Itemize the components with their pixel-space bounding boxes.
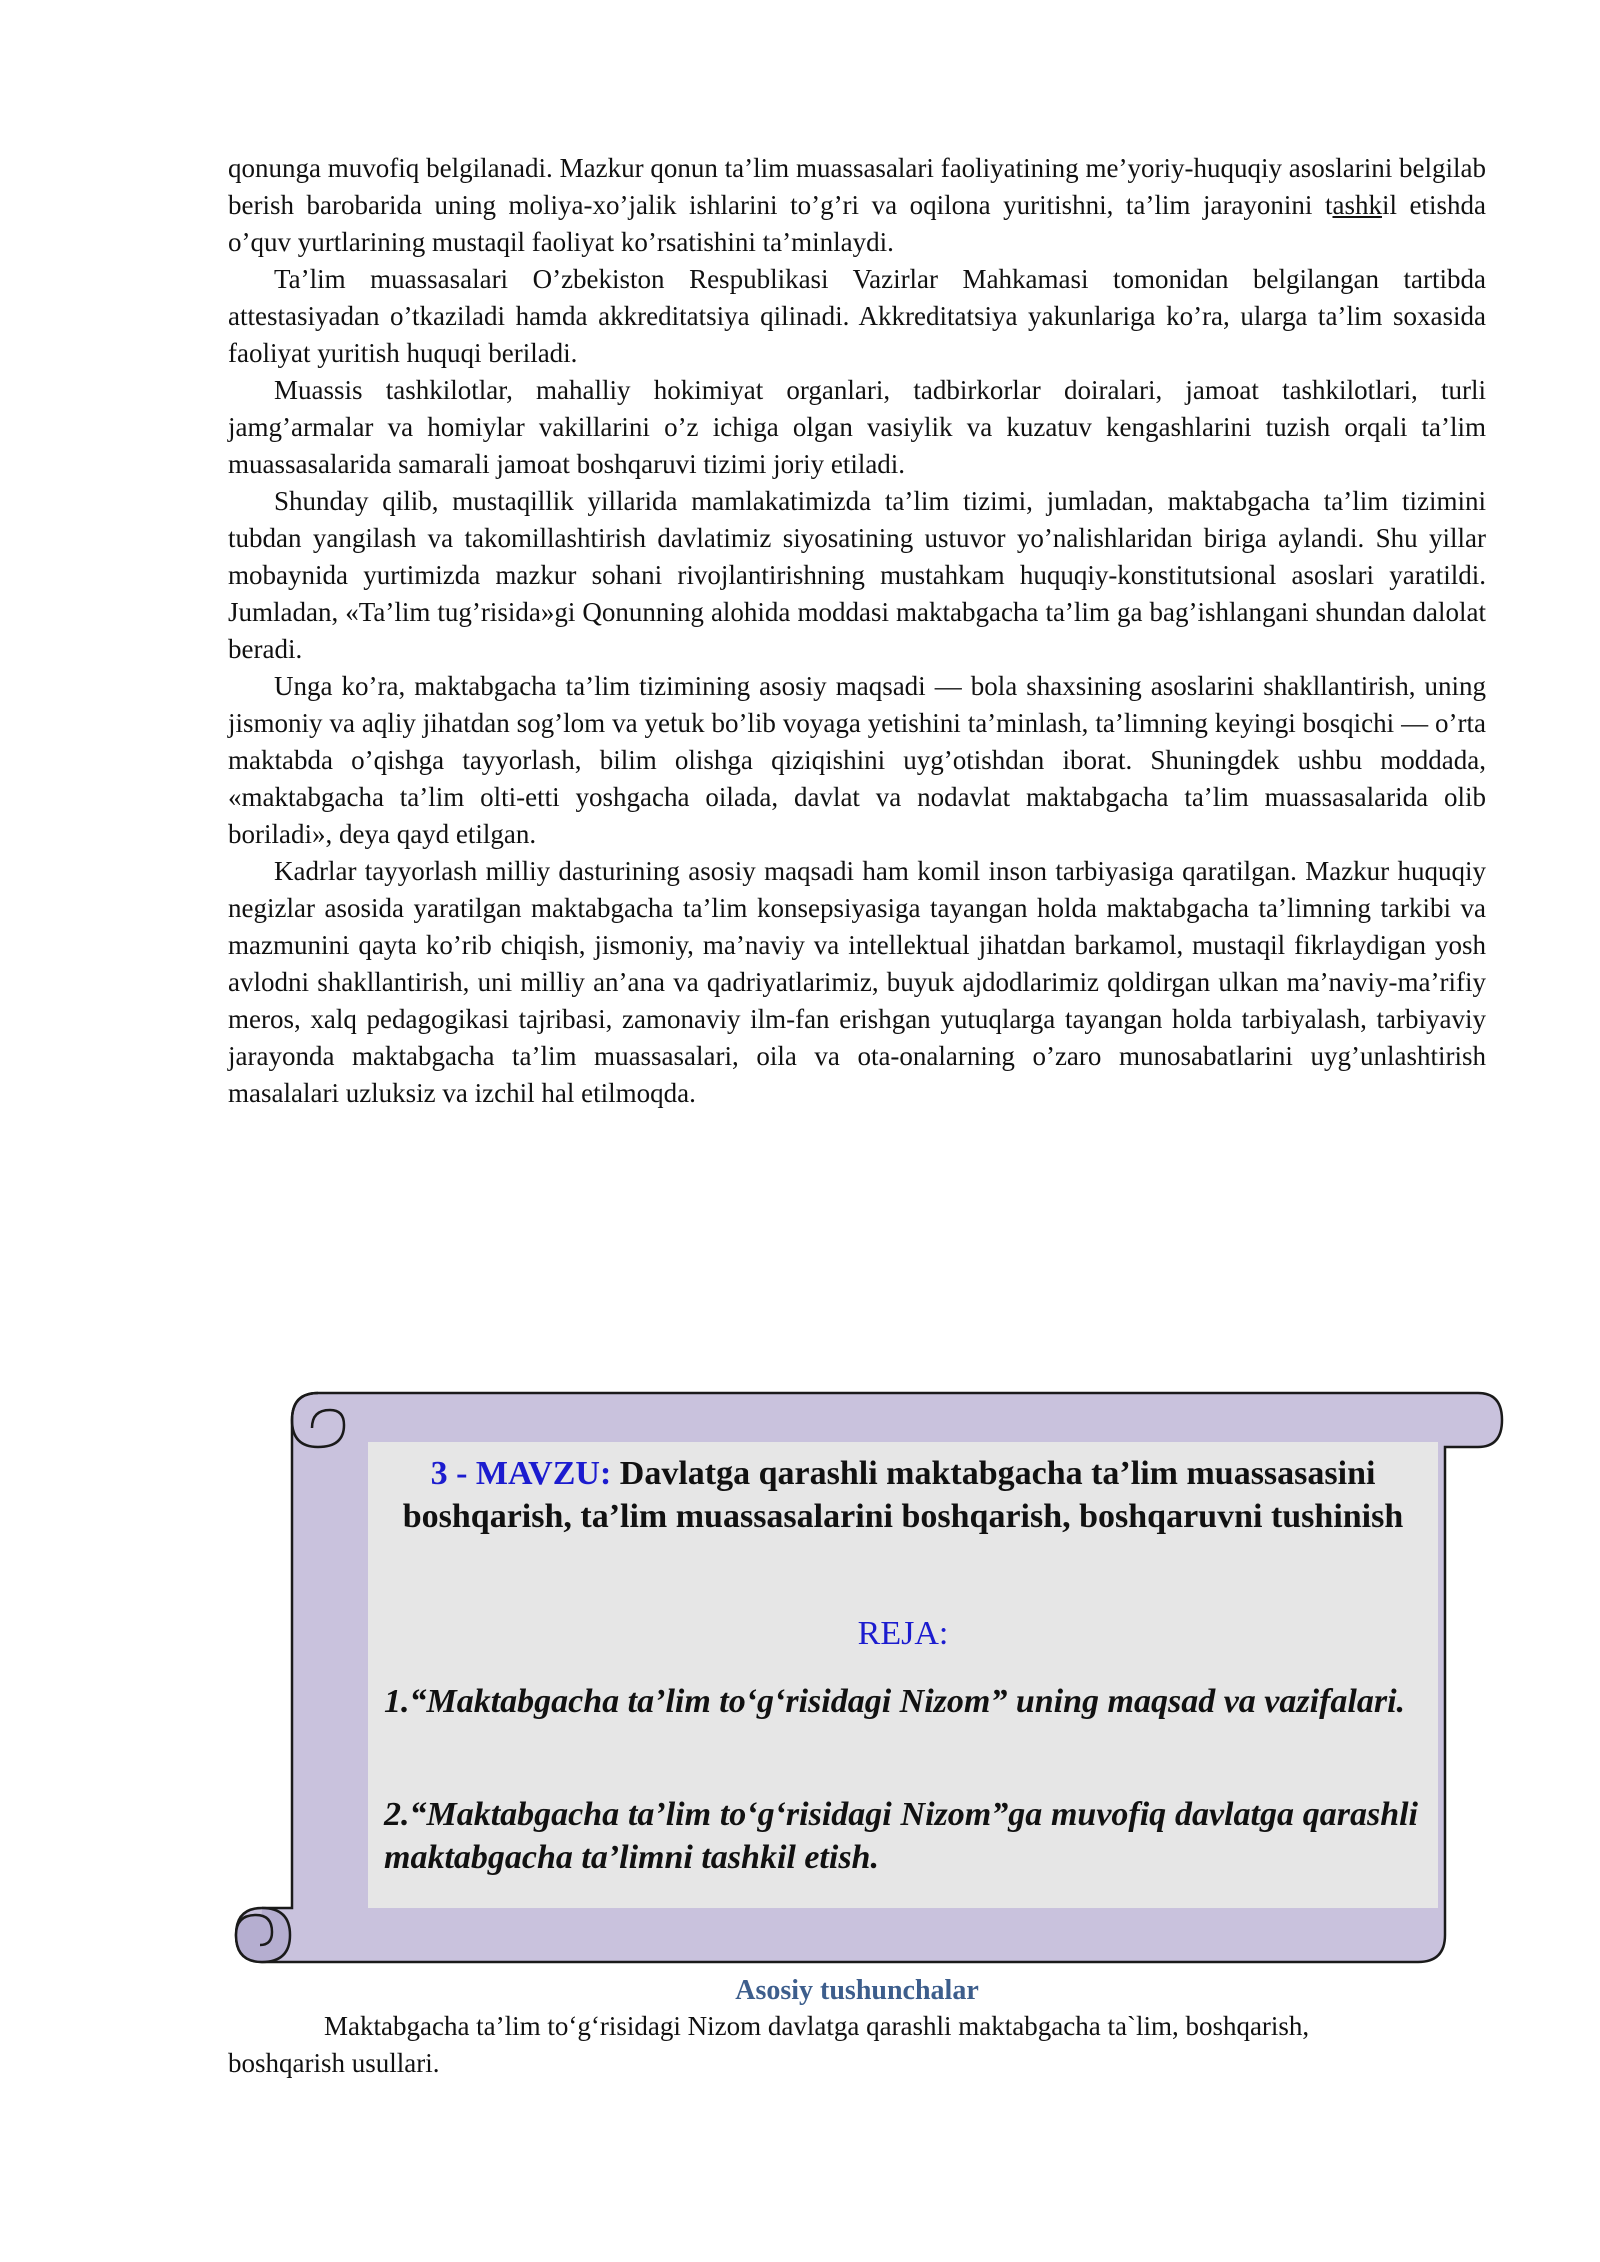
underlined-fragment: ashk — [1332, 190, 1382, 220]
topic-label: 3 - MAVZU: — [430, 1455, 612, 1492]
paragraph-4: Shunday qilib, mustaqillik yillarida mamlakatimizda ta’lim tizimi, jumladan, maktabgacha ta’lim tizimini tubdan yangilash va takomillashtirish davlatimiz siyosatining ustuvor yo’nalishlaridan biriga aylandi. Shu yillar mobaynida yurtimizda mazkur sohani rivojlantirishning mustahkam huquqiy-konstitutsional asoslari yaratildi. Jumladan, «Ta’lim tug’risida»gi Qonunning alohida moddasi maktabgacha ta’lim ga bag’ishlangani shundan dalolat beradi. — [228, 486, 1486, 664]
key-concepts-text: Maktabgacha ta’lim to‘g‘risidagi Nizom davlatga qarashli maktabgacha ta`lim, boshqarish, boshqarish usullari. — [228, 2011, 1310, 2078]
plan-item-1: 1.“Maktabgacha ta’lim to‘g‘risidagi Nizom” uning maqsad va vazifalari. — [384, 1683, 1406, 1720]
paragraph-2: Ta’lim muassasalari O’zbekiston Respublikasi Vazirlar Mahkamasi tomonidan belgilangan tartibda attestasiyadan o’tkaziladi hamda akkreditatsiya qilinadi. Akkreditatsiya yakunlariga ko’ra, ularga ta’lim soxasida faoliyat yuritish huquqi beriladi. — [228, 264, 1486, 368]
paragraph-1: qonunga muvofiq belgilanadi. Mazkur qonun ta’lim muassasalari faoliyatining me’yoriy-huquqiy asoslarini belgilab berish barobarida uning moliya-xo’jalik ishlarini to’g’ri va oqilona yuritishni, ta’lim jarayonini tashkil etishda o’quv yurtlarining mustaqil faoliyat ko’rsatishini ta’minlaydi. — [228, 153, 1487, 257]
topic-title-text: Davlatga qarashli maktabgacha ta’lim muassasasini boshqarish, ta’lim muassasalarini boshqarish, boshqaruvni tushinish — [402, 1455, 1404, 1535]
topic-title — [378, 1452, 1428, 1538]
plan-item-2: 2.“Maktabgacha ta’lim to‘g‘risidagi Nizom”ga muvofiq davlatga qarashli maktabgacha ta’limni tashkil etish. — [384, 1796, 1418, 1876]
plan-heading: REJA: — [857, 1615, 949, 1652]
paragraph-3: Muassis tashkilotlar, mahalliy hokimiyat organlari, tadbirkorlar doiralari, jamoat tashkilotlari, turli jamg’armalar va homiylar vakillarini o’z ichiga olgan vasiylik va kuzatuv kengashlarini tuzish orqali ta’lim muassasalarida samarali jamoat boshqaruvi tizimi joriy etiladi. — [228, 375, 1486, 479]
paragraph-5: Unga ko’ra, maktabgacha ta’lim tizimining asosiy maqsadi — bola shaxsining asoslarini shakllantirish, uning jismoniy va aqliy jihatdan sog’lom va yetuk bo’lib voyaga yetishini ta’minlash, ta’limning keyingi bosqichi — o’rta maktabda o’qishga tayyorlash, bilim olishga qiziqishini uyg’otishdan iborat. Shuningdek ushbu moddada, «maktabgacha ta’lim olti-etti yoshgacha oilada, davlat va nodavlat maktabgacha ta’lim muassasalarida olib boriladi», deya qayd etilgan. — [228, 671, 1486, 849]
paragraph-6: Kadrlar tayyorlash milliy dasturining asosiy maqsadi ham komil inson tarbiyasiga qaratilgan. Mazkur huquqiy negizlar asosida yaratilgan maktabgacha ta’lim konsepsiyasiga tayangan holda maktabgacha ta’limning tarkibi va mazmunini qayta ko’rib chiqish, jismoniy, ma’naviy va intellektual jihatdan barkamol, mustaqil fikrlaydigan yosh avlodni shakllantirish, uni milliy an’ana va qadriyatlarimiz, buyuk ajdodlarimiz qoldirgan ulkan ma’naviy-ma’rifiy meros, xalq pedagogikasi tajribasi, zamonaviy ilm-fan erishgan yutuqlarga tayangan holda tarbiyalash, tarbiyaviy jarayonda maktabgacha ta’lim muassasalari, oila va ota-onalarning o’zaro munosabatlarini uyg’unlashtirish masalalari uzluksiz va izchil hal etilmoqda. — [228, 856, 1486, 1108]
key-concepts-heading: Asosiy tushunchalar — [735, 1975, 979, 2006]
